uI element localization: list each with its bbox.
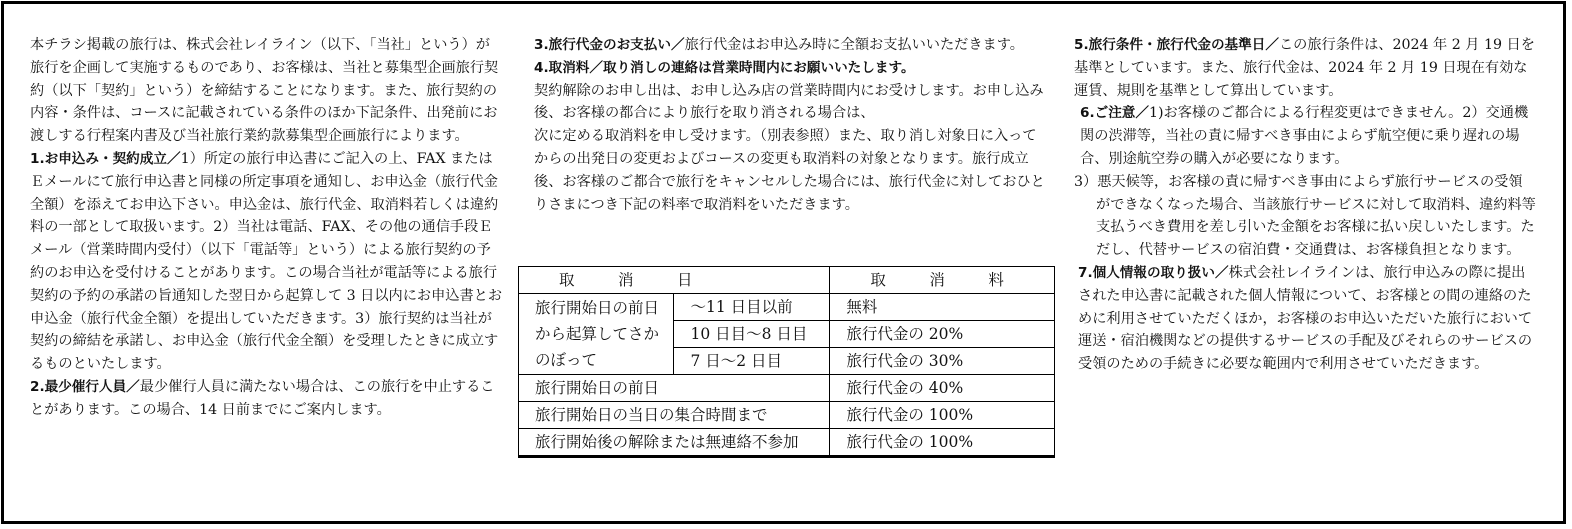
section-base-date-body: この旅行条件は、2024 年 2 月 19 日を基準としています。また、旅行代金は、2024 年 2 月 19 日現在有効な運賃、規則を基準として算出しています。 [1074,37,1535,99]
section-payment-heading: 3.旅行代金のお支払い／ [534,37,685,53]
fee-cell: 無料 [830,294,1055,321]
section-privacy-heading: 7.個人情報の取り扱い／ [1078,264,1229,281]
section-payment-body: 旅行代金はお申込み時に全額お支払いいただきます。 [684,37,1024,53]
group-label: 旅行開始日の前日から起算してさかのぼって [519,294,674,375]
section-cancellation-body-1: 契約解除のお申し出は、お申し込み店の営業時間内にお受けします。お申し込み後、お客様の都合により旅行を取り消される場合は、 [534,82,1044,122]
section-base-date [1074,34,1536,102]
section-application-body: 1）所定の旅行申込書にご記入の上、FAX またはＥメールにて旅行申込書と同様の所定事項を通知し、お申込金（旅行代金全額）を添えてお申込下さい。申込金は、旅行代金、取消料若しくは違約料の一部として取扱います。2）当社は電話、FAX、その他の通信手段Ｅメール（営業時間内受付）（以下「電話等」という）による旅行契約の予約のお申込を受付けることがあります。この場合当社が電話等による旅行契約の予約の承諾の旨通知した翌日から起算して 3 日以内にお申込書とお申込金（旅行代金全額）を提出していただきます。3）旅行契約は当社が契約の締結を承諾し、お申込金（旅行代金全額）を受理したときに成立するものといたします。 [30,150,503,373]
fee-cell: 旅行代金の 100% [830,402,1055,429]
section-minimum-heading: 2.最少催行人員／ [30,378,140,395]
section-notes-item-3: 3）悪天候等，お客様の責に帰すべき事由によらず旅行サービスの受領ができなくなった場合、当該旅行サービスに対して取消料、違約料等支払うべき費用を差し引いた金額をお客様に払い戻しいたします。ただし、代替サービスの宿泊費・交通費は、お客様負担となります。 [1074,173,1536,259]
section-cancellation-body-2: 次に定める取消料を申し受けます。（別表参照）また、取り消し対象日に入ってからの出発日の変更およびコースの変更も取消料の対象となります。旅行成立後、お客様のご都合で旅行をキャンセルした場合には、旅行代金に対しておひとりさまにつき下記の料率で取消料をいただきます。 [534,128,1045,213]
table-row [519,294,1055,321]
fee-cell: 旅行代金の 30% [830,348,1055,375]
table-header-row [519,267,1055,294]
section-cancellation-heading: 4.取消料／取り消しの連絡は営業時間内にお願いいたします。 [534,59,915,76]
column-middle [534,34,1046,216]
fee-cell: 旅行代金の 40% [830,375,1055,402]
cancellation-fee-table [518,266,1055,458]
section-application-heading: 1.お申込み・契約成立／ [30,150,181,167]
section-notes-heading: 6.ご注意／ [1080,105,1149,122]
period-cell: ～11 日目以前 [674,294,830,321]
fee-cell: 旅行代金の 100% [830,429,1055,457]
section-base-date-heading: 5.旅行条件・旅行代金の基準日／ [1074,37,1279,53]
section-privacy [1074,262,1536,376]
header-cancel-day: 取 消 日 [519,267,830,294]
fee-cell: 旅行代金の 20% [830,321,1055,348]
period-cell: 10 日目～8 日目 [674,321,830,348]
column-right [1074,34,1536,376]
day-cell: 旅行開始日の当日の集合時間まで [519,402,830,429]
section-payment [534,34,1046,57]
column-left [30,34,504,422]
day-cell: 旅行開始日の前日 [519,375,830,402]
day-cell: 旅行開始後の解除または無連絡不参加 [519,429,830,457]
section-application [30,148,504,376]
section-minimum-body: 最少催行人員に満たない場合は、この旅行を中止することがあります。この場合、14 日前までにご案内します。 [30,378,495,418]
table-row [519,402,1055,429]
header-cancel-fee: 取 消 料 [830,267,1055,294]
table-row [519,429,1055,457]
period-cell: 7 日～2 日目 [674,348,830,375]
intro-paragraph: 本チラシ掲載の旅行は、株式会社レイライン（以下、「当社」という）が旅行を企画して実施するものであり、お客様は、当社と募集型企画旅行契約（以下「契約」という）を締結することになります。また、旅行契約の内容・条件は、コースに記載されている条件のほか下記条件、出発前にお渡しする行程案内書及び当社旅行業約款募集型企画旅行によります。 [30,37,499,145]
section-minimum-participants [30,376,504,422]
table-row [519,375,1055,402]
section-privacy-body: 株式会社レイラインは、旅行申込みの際に提出された申込書に記載された個人情報について、お客様との間の連絡のために利用させていただくほか，お客様のお申込いただいた旅行において運送・宿泊機関などの提供するサービスの手配及びそれらのサービスの受領のための手続きに必要な範囲内で利用させていただきます。 [1078,264,1533,373]
section-notes [1074,102,1536,170]
section-notes-body: 1)お客様のご都合による行程変更はできません。2）交通機関の渋滞等，当社の責に帰すべき事由によらず航空便に乗り遅れの場合、別途航空券の購入が必要になります。 [1080,105,1529,167]
